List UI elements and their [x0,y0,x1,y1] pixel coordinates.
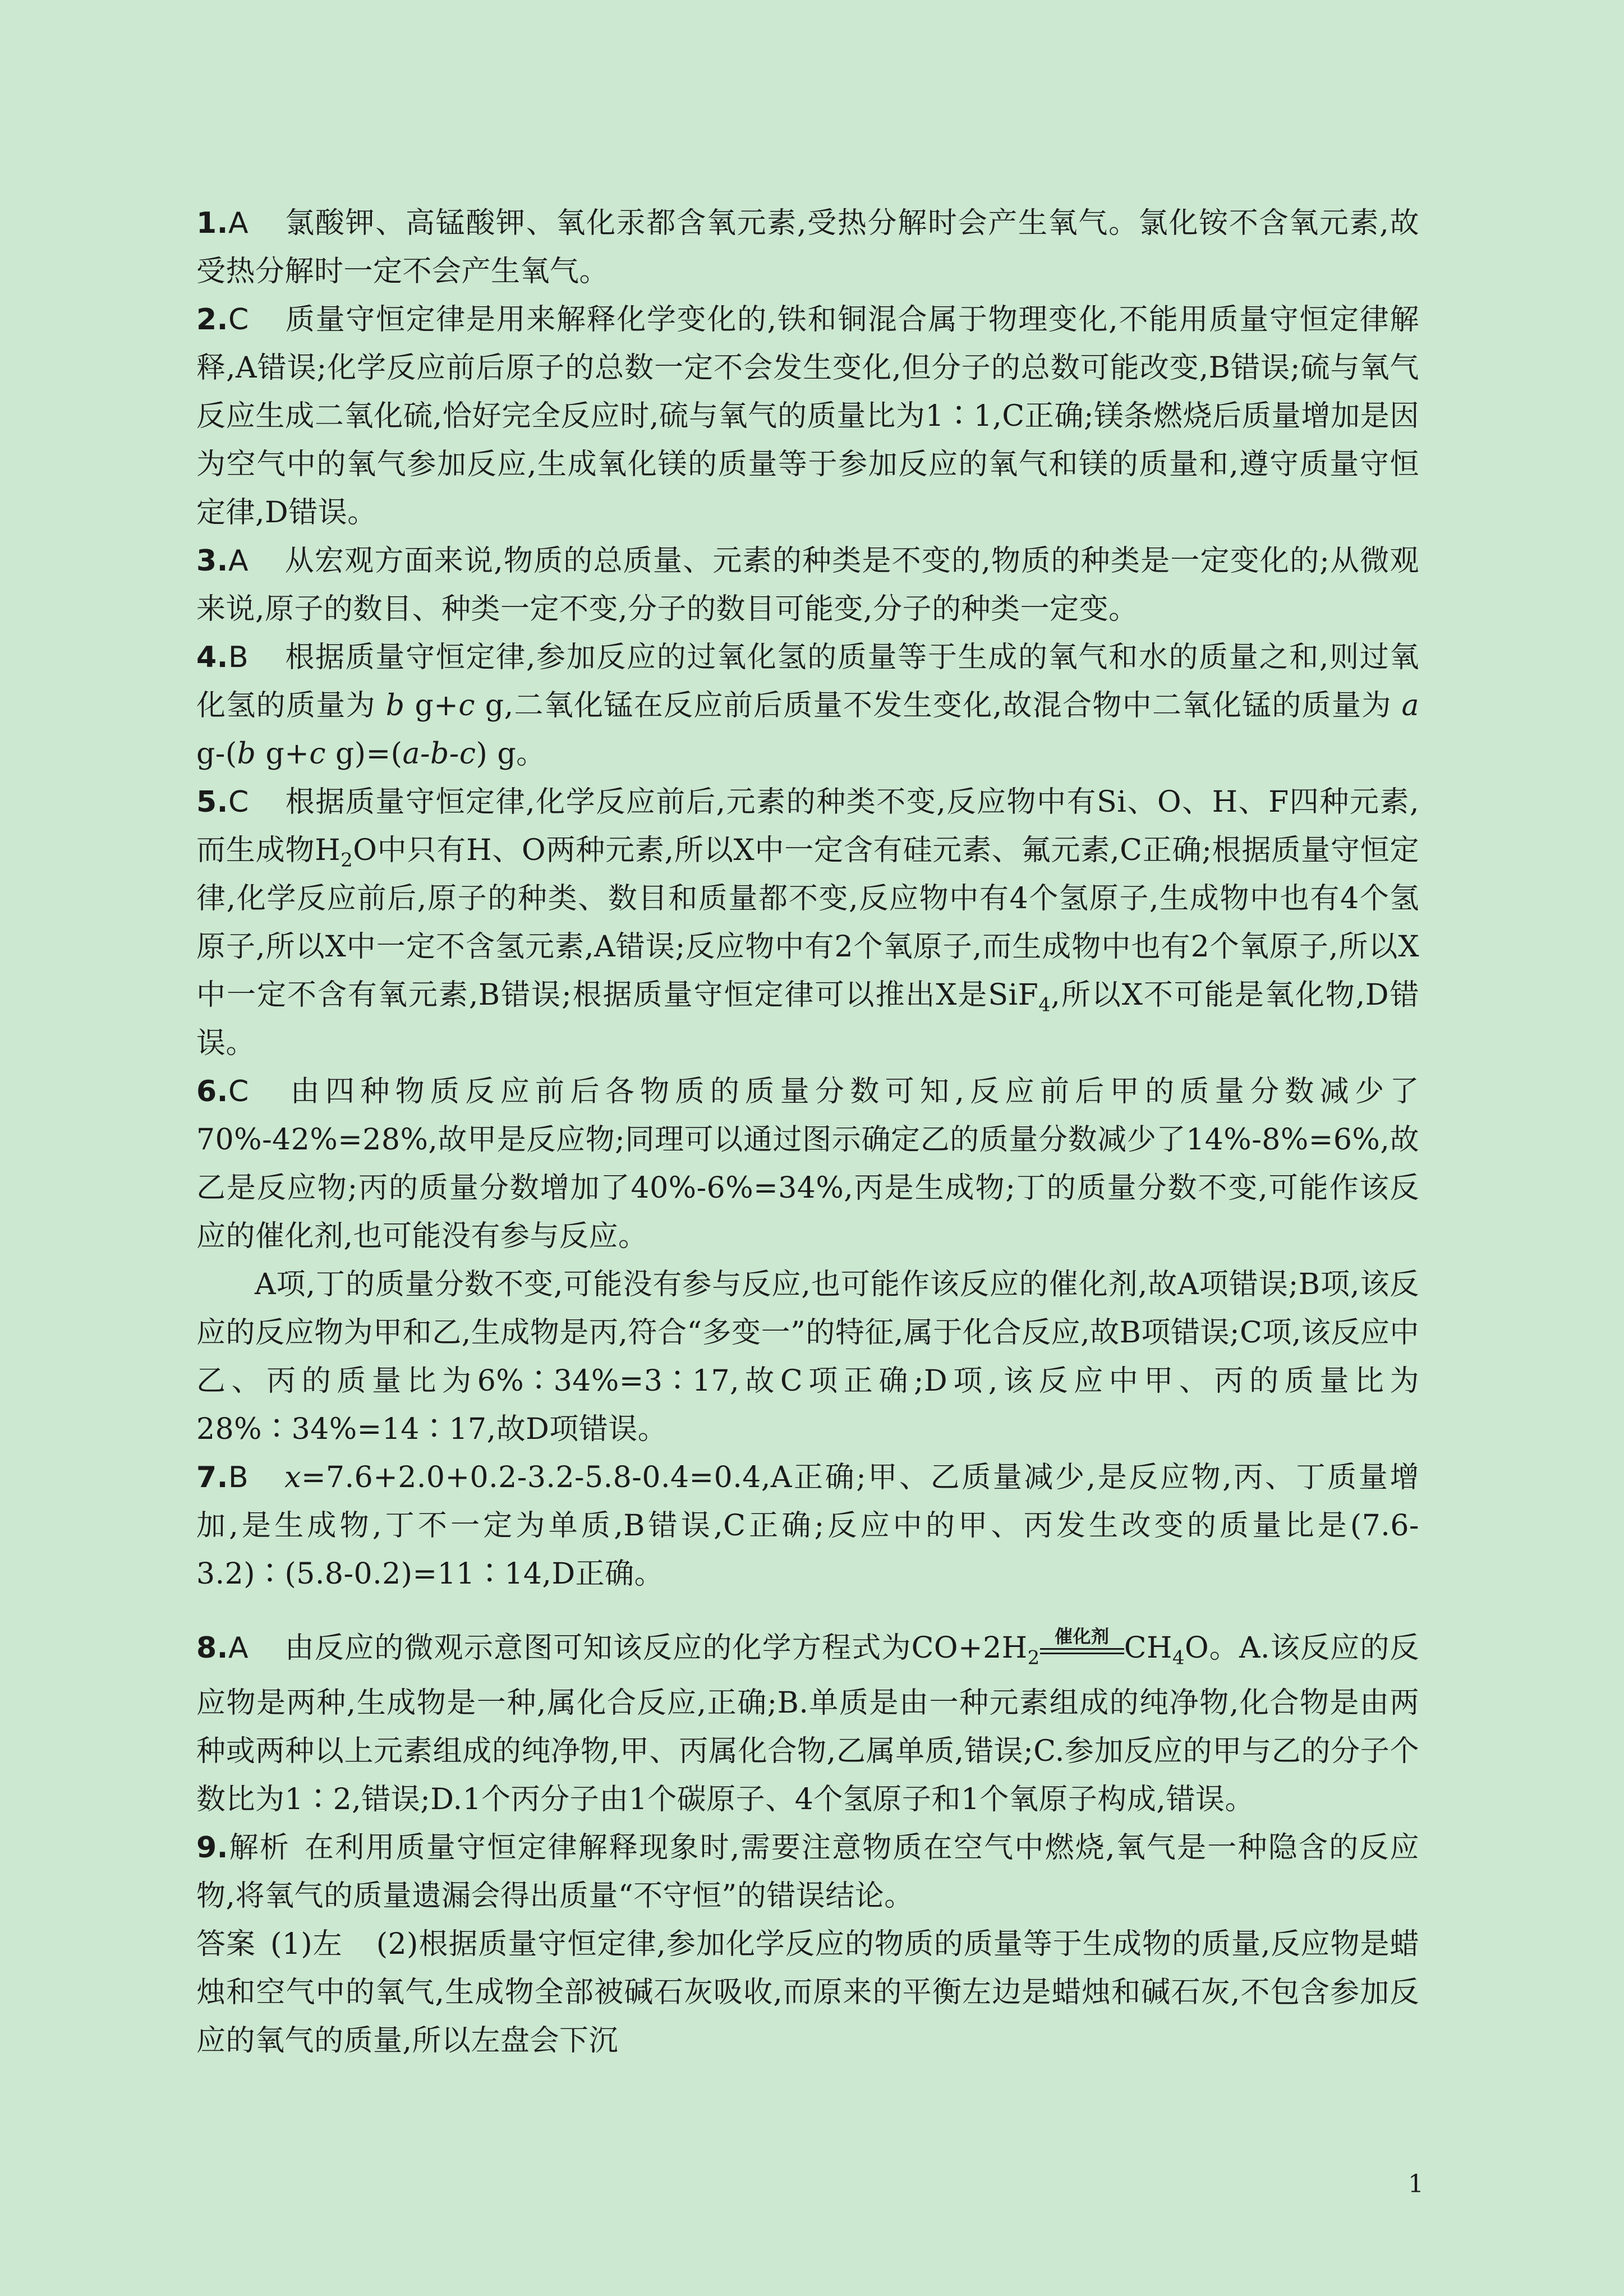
variable-expression: a-b-c [402,737,476,771]
answer-part-1: (1)左 [270,1927,343,1961]
answer-item-8 [196,1617,1419,1824]
explanation-text: 由反应的微观示意图可知该反应的化学方程式为CO+2H [284,1631,1028,1665]
variable-b: b [385,689,405,723]
double-line [1040,1648,1124,1654]
answer-item-9-answer [196,1920,1419,2065]
answer-sheet [196,199,1419,2065]
item-number: 2. [196,303,228,337]
explanation-text: ,所以X不可能是氧化物,D错误。 [196,978,1419,1060]
explanation-text: g,二氧化锰在反应前后质量不发生变化,故混合物中二氧化锰的质量为 [475,689,1402,723]
explanation-text: O。A.该反应的反应物是两种,生成物是一种,属化合反应,正确;B.单质是由一种元素组成的纯净物,化合物是由两种或两种以上元素组成的纯净物,甲、丙属化合物,乙属单质,错误;C.参加反应的甲与乙的分子个数比为1∶2,错误;D.1个丙分子由1个碳原子、4个氢原子和1个氧原子构成,错误。 [196,1631,1420,1816]
explanation-text: 从宏观方面来说,物质的总质量、元素的种类是不变的,物质的种类是一定变化的;从微观来说,原子的数目、种类一定不变,分子的数目可能变,分子的种类一定变。 [196,544,1419,626]
explanation-text: =7.6+2.0+0.2-3.2-5.8-0.4=0.4,A正确;甲、乙质量减少,是反应物,丙、丁质量增加,是生成物,丁不一定为单质,B错误,C正确;反应中的甲、丙发生改变的质量比是(7.6-3.2)∶(5.8-0.2)=11∶14,D正确。 [196,1461,1419,1591]
subscript: 4 [1172,1646,1185,1669]
variable-b: b [237,737,256,771]
subscript: 4 [1038,993,1051,1016]
explanation-text: ) g。 [476,737,546,771]
variable-a: a [1401,689,1420,723]
answer-choice: C [228,1075,249,1108]
page-number: 1 [1408,2170,1424,2198]
catalyst-reaction-arrow [1040,1624,1124,1658]
answer-item-2 [196,296,1419,537]
equation-line [196,1626,1185,1669]
item-number: 6. [196,1075,228,1108]
answer-choice: A [228,544,249,578]
answer-choice: B [228,1461,249,1494]
item-number: 9. [196,1831,228,1865]
explanation-text: 根据质量守恒定律,化学反应前后,元素的种类不变,反应物中有Si、O、H、F四种元素,而生成物H [196,785,1419,867]
answer-item-6-detail [196,1260,1419,1453]
explanation-text: CH [1124,1631,1172,1665]
explanation-text: g+ [256,737,310,771]
subscript: 2 [1027,1646,1040,1669]
explanation-text: 氯酸钾、高锰酸钾、氧化汞都含氧元素,受热分解时会产生氧气。氯化铵不含氧元素,故受热分解时一定不会产生氧气。 [196,206,1419,288]
catalyst-label: 催化剂 [1054,1626,1110,1647]
explanation-text: 由四种物质反应前后各物质的质量分数可知,反应前后甲的质量分数减少了70%-42%=28%,故甲是反应物;同理可以通过图示确定乙的质量分数减少了14%-8%=6%,故乙是反应物;丙的质量分数增加了40%-6%=34%,丙是生成物;丁的质量分数不变,可能作该反应的催化剂,也可能没有参与反应。 [196,1075,1419,1253]
item-number: 1. [196,206,228,240]
answer-item-1 [196,199,1419,296]
answer-choice: C [228,785,249,819]
item-number: 7. [196,1461,228,1494]
variable-c: c [309,737,326,771]
spacer [196,1598,1419,1617]
item-number: 4. [196,641,228,674]
item-number: 8. [196,1631,228,1665]
explanation-text: 根据质量守恒定律,参加反应的过氧化氢的质量等于生成的氧气和水的质量之和,则过氧化氢的质量为 [196,641,1419,723]
analysis-label: 解析 [228,1831,291,1865]
answer-item-5 [196,778,1419,1068]
explanation-text: O中只有H、O两种元素,所以X中一定含有硅元素、氟元素,C正确;根据质量守恒定律,化学反应前后,原子的种类、数目和质量都不变,反应物中有4个氢原子,生成物中也有4个氢原子,所以X中一定不含氢元素,A错误;反应物中有2个氧原子,而生成物中也有2个氧原子,所以X中一定不含有氧元素,B错误;根据质量守恒定律可以推出X是SiF [196,834,1419,1012]
explanation-text: 在利用质量守恒定律解释现象时,需要注意物质在空气中燃烧,氧气是一种隐含的反应物,将氧气的质量遗漏会得出质量“不守恒”的错误结论。 [196,1831,1419,1913]
explanation-text: g)=( [325,737,403,771]
answer-item-6 [196,1068,1419,1260]
variable-x: x [284,1461,301,1494]
answer-label: 答案 [196,1927,256,1961]
item-number: 3. [196,544,228,578]
explanation-text: g+ [404,689,459,723]
explanation-text: A项,丁的质量分数不变,可能没有参与反应,也可能作该反应的催化剂,故A项错误;B项,该反应的反应物为甲和乙,生成物是丙,符合“多变一”的特征,属于化合反应,故B项错误;C项,该反应中乙、丙的质量比为6%∶34%=3∶17,故C项正确;D项,该反应中甲、丙的质量比为28%∶34%=14∶17,故D项错误。 [196,1268,1419,1446]
answer-choice: B [228,641,249,674]
answer-choice: A [228,1631,249,1665]
explanation-text: 质量守恒定律是用来解释化学变化的,铁和铜混合属于物理变化,不能用质量守恒定律解释,A错误;化学反应前后原子的总数一定不会发生变化,但分子的总数可能改变,B错误;硫与氧气反应生成二氧化硫,恰好完全反应时,硫与氧气的质量比为1∶1,C正确;镁条燃烧后质量增加是因为空气中的氧气参加反应,生成氧化镁的质量等于参加反应的氧气和镁的质量和,遵守质量守恒定律,D错误。 [196,303,1419,530]
answer-item-4 [196,633,1419,778]
variable-c: c [458,689,475,723]
answer-item-7 [196,1453,1419,1598]
answer-choice: A [228,206,249,240]
item-number: 5. [196,785,228,819]
answer-choice: C [228,303,249,337]
explanation-text: g-( [196,737,237,771]
subscript: 2 [341,849,353,872]
answer-part-2: (2)根据质量守恒定律,参加化学反应的物质的质量等于生成物的质量,反应物是蜡烛和空气中的氧气,生成物全部被碱石灰吸收,而原来的平衡左边是蜡烛和碱石灰,不包含参加反应的氧气的质量,所以左盘会下沉 [196,1927,1419,2058]
answer-item-3 [196,537,1419,633]
answer-item-9 [196,1824,1419,1920]
